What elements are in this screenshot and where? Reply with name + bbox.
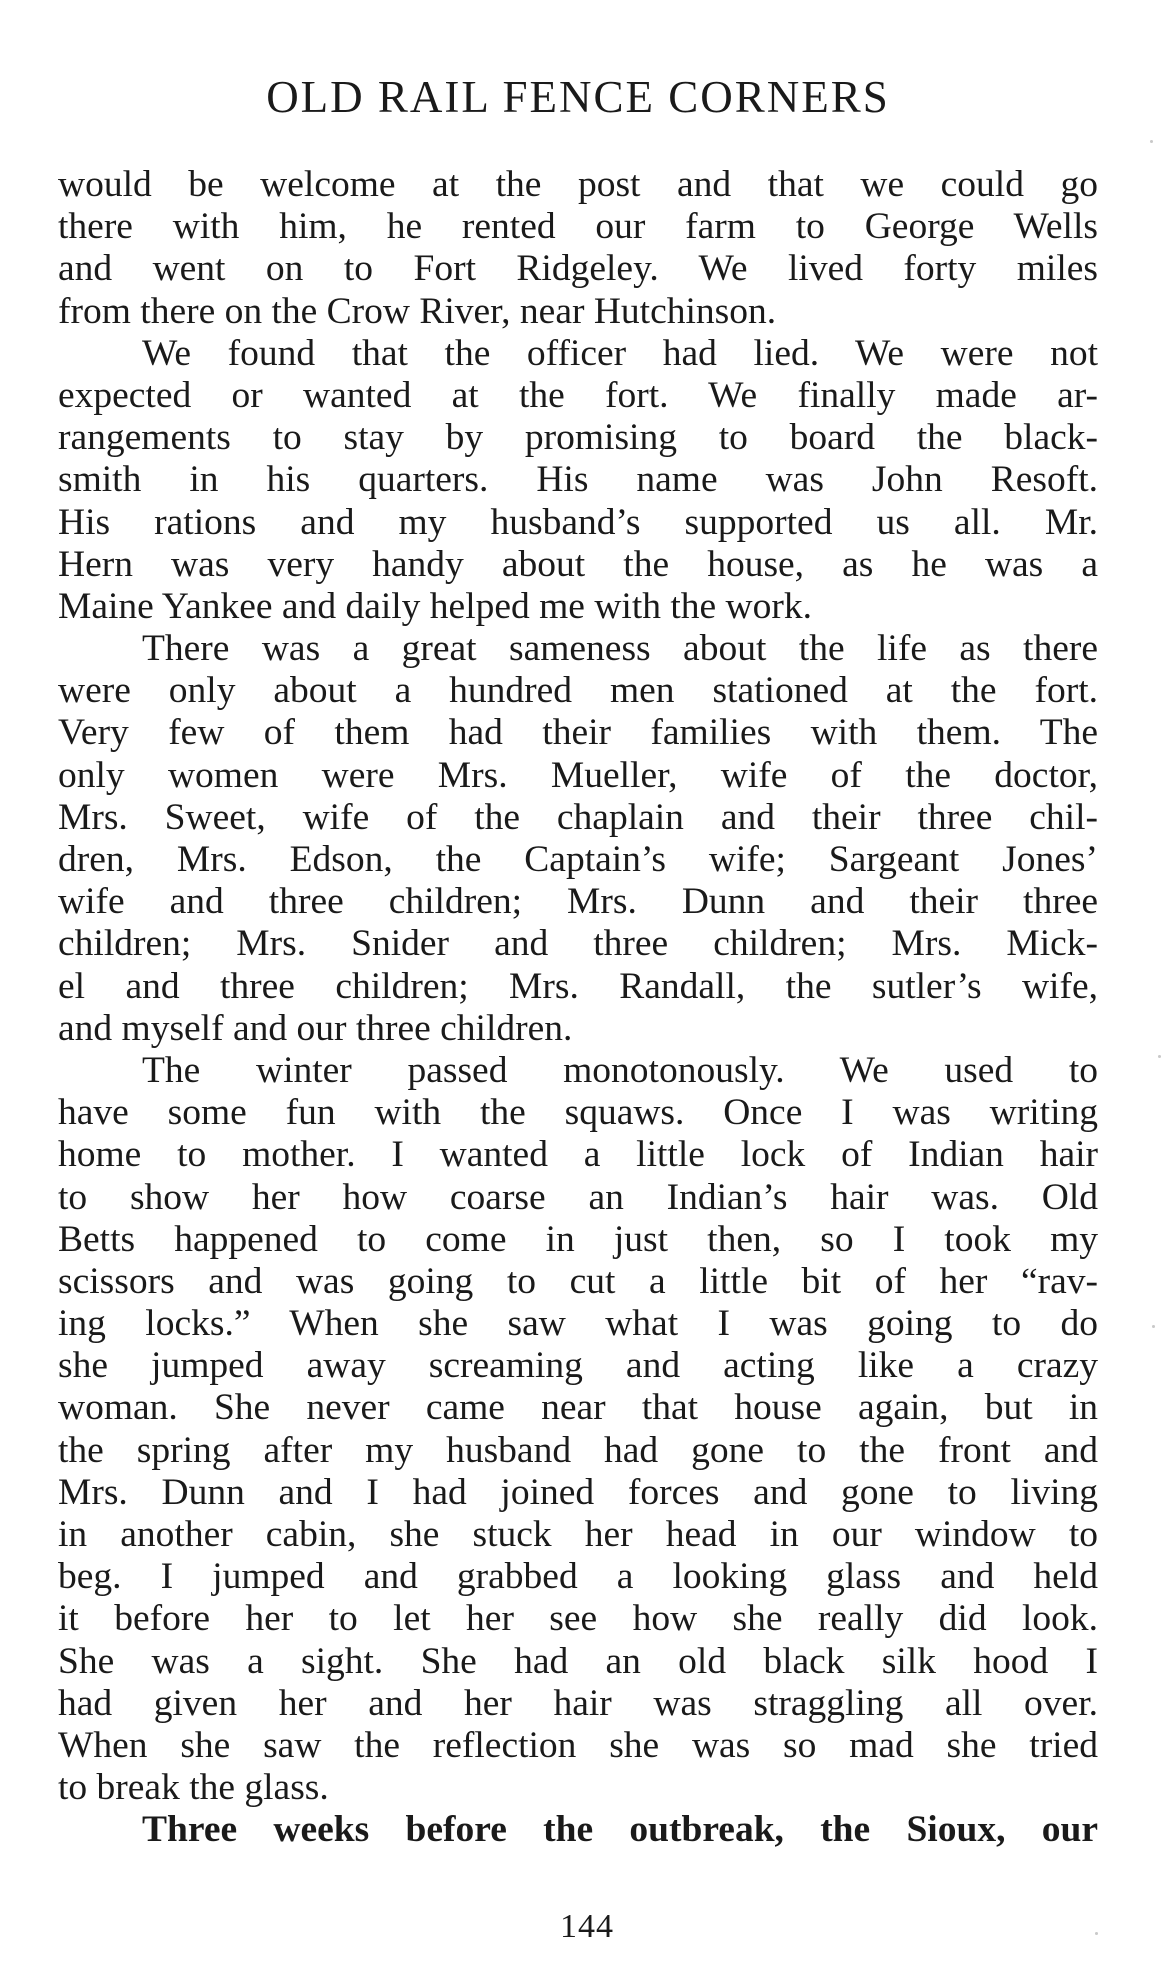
text-line: His rations and my husband’s supported us all. Mr.: [58, 501, 1098, 543]
paper-speck: [1152, 1325, 1155, 1328]
paper-speck: [1150, 140, 1153, 143]
text-line: ing locks.” When she saw what I was going to do: [58, 1303, 1098, 1345]
text-line: Mrs. Sweet, wife of the chaplain and their three chil-: [58, 796, 1098, 838]
text-line: wife and three children; Mrs. Dunn and their three: [58, 881, 1098, 923]
paragraph-1: [58, 164, 1098, 333]
text-line: home to mother. I wanted a little lock of Indian hair: [58, 1134, 1098, 1176]
text-line: woman. She never came near that house again, but in: [58, 1387, 1098, 1429]
text-line: Hern was very handy about the house, as he was a: [58, 543, 1098, 585]
text-line: the spring after my husband had gone to the front and: [58, 1429, 1098, 1471]
text-line: Mrs. Dunn and I had joined forces and gone to living: [58, 1471, 1098, 1513]
text-line: and myself and our three children.: [58, 1007, 573, 1049]
text-line: from there on the Crow River, near Hutchinson.: [58, 290, 777, 332]
body-text: [58, 164, 1098, 1852]
text-line: would be welcome at the post and that we could go: [58, 164, 1098, 205]
paragraph-5: [58, 1809, 1098, 1851]
text-line: expected or wanted at the fort. We finally made ar-: [58, 374, 1098, 416]
text-line: The winter passed monotonously. We used to: [142, 1049, 1098, 1091]
running-title: OLD RAIL FENCE CORNERS: [266, 72, 890, 122]
text-line: children; Mrs. Snider and three children; Mrs. Mick-: [58, 923, 1098, 965]
paper-speck: [1095, 1932, 1098, 1935]
text-line: she jumped away screaming and acting like a crazy: [58, 1345, 1098, 1387]
text-line: We found that the officer had lied. We were not: [142, 332, 1098, 374]
text-line: it before her to let her see how she really did look.: [58, 1598, 1098, 1640]
text-line: smith in his quarters. His name was John Resoft.: [58, 459, 1098, 501]
paper-speck: [1158, 1055, 1161, 1058]
text-line: in another cabin, she stuck her head in our window to: [58, 1514, 1098, 1555]
text-line: Very few of them had their families with them. The: [58, 712, 1098, 754]
text-line: Betts happened to come in just then, so I took my: [58, 1218, 1098, 1260]
text-line: Maine Yankee and daily helped me with the work.: [58, 585, 812, 627]
page-number: 144: [560, 1908, 614, 1945]
paragraph-3: [58, 628, 1098, 1050]
text-line: had given her and her hair was straggling all over.: [58, 1682, 1098, 1724]
text-line: to break the glass.: [58, 1767, 329, 1809]
text-line: have some fun with the squaws. Once I was writing: [58, 1092, 1098, 1134]
text-line: beg. I jumped and grabbed a looking glass and held: [58, 1556, 1098, 1598]
paragraph-4: [58, 1050, 1098, 1809]
book-page: [58, 70, 1098, 1852]
text-line: Three weeks before the outbreak, the Sioux, our: [142, 1809, 1098, 1851]
text-line: el and three children; Mrs. Randall, the sutler’s wife,: [58, 965, 1098, 1007]
text-line: rangements to stay by promising to board the black-: [58, 417, 1098, 459]
text-line: scissors and was going to cut a little bit of her “rav-: [58, 1260, 1098, 1302]
text-line: She was a sight. She had an old black silk hood I: [58, 1640, 1098, 1682]
text-line: were only about a hundred men stationed at the fort.: [58, 670, 1098, 712]
text-line: to show her how coarse an Indian’s hair was. Old: [58, 1176, 1098, 1218]
text-line: there with him, he rented our farm to George Wells: [58, 206, 1098, 248]
text-line: only women were Mrs. Mueller, wife of the doctor,: [58, 754, 1098, 796]
paragraph-2: [58, 333, 1098, 628]
text-line: and went on to Fort Ridgeley. We lived forty miles: [58, 248, 1098, 290]
text-line: There was a great sameness about the life as there: [142, 628, 1098, 670]
text-line: When she saw the reflection she was so mad she tried: [58, 1724, 1098, 1766]
text-line: dren, Mrs. Edson, the Captain’s wife; Sargeant Jones’: [58, 839, 1098, 880]
